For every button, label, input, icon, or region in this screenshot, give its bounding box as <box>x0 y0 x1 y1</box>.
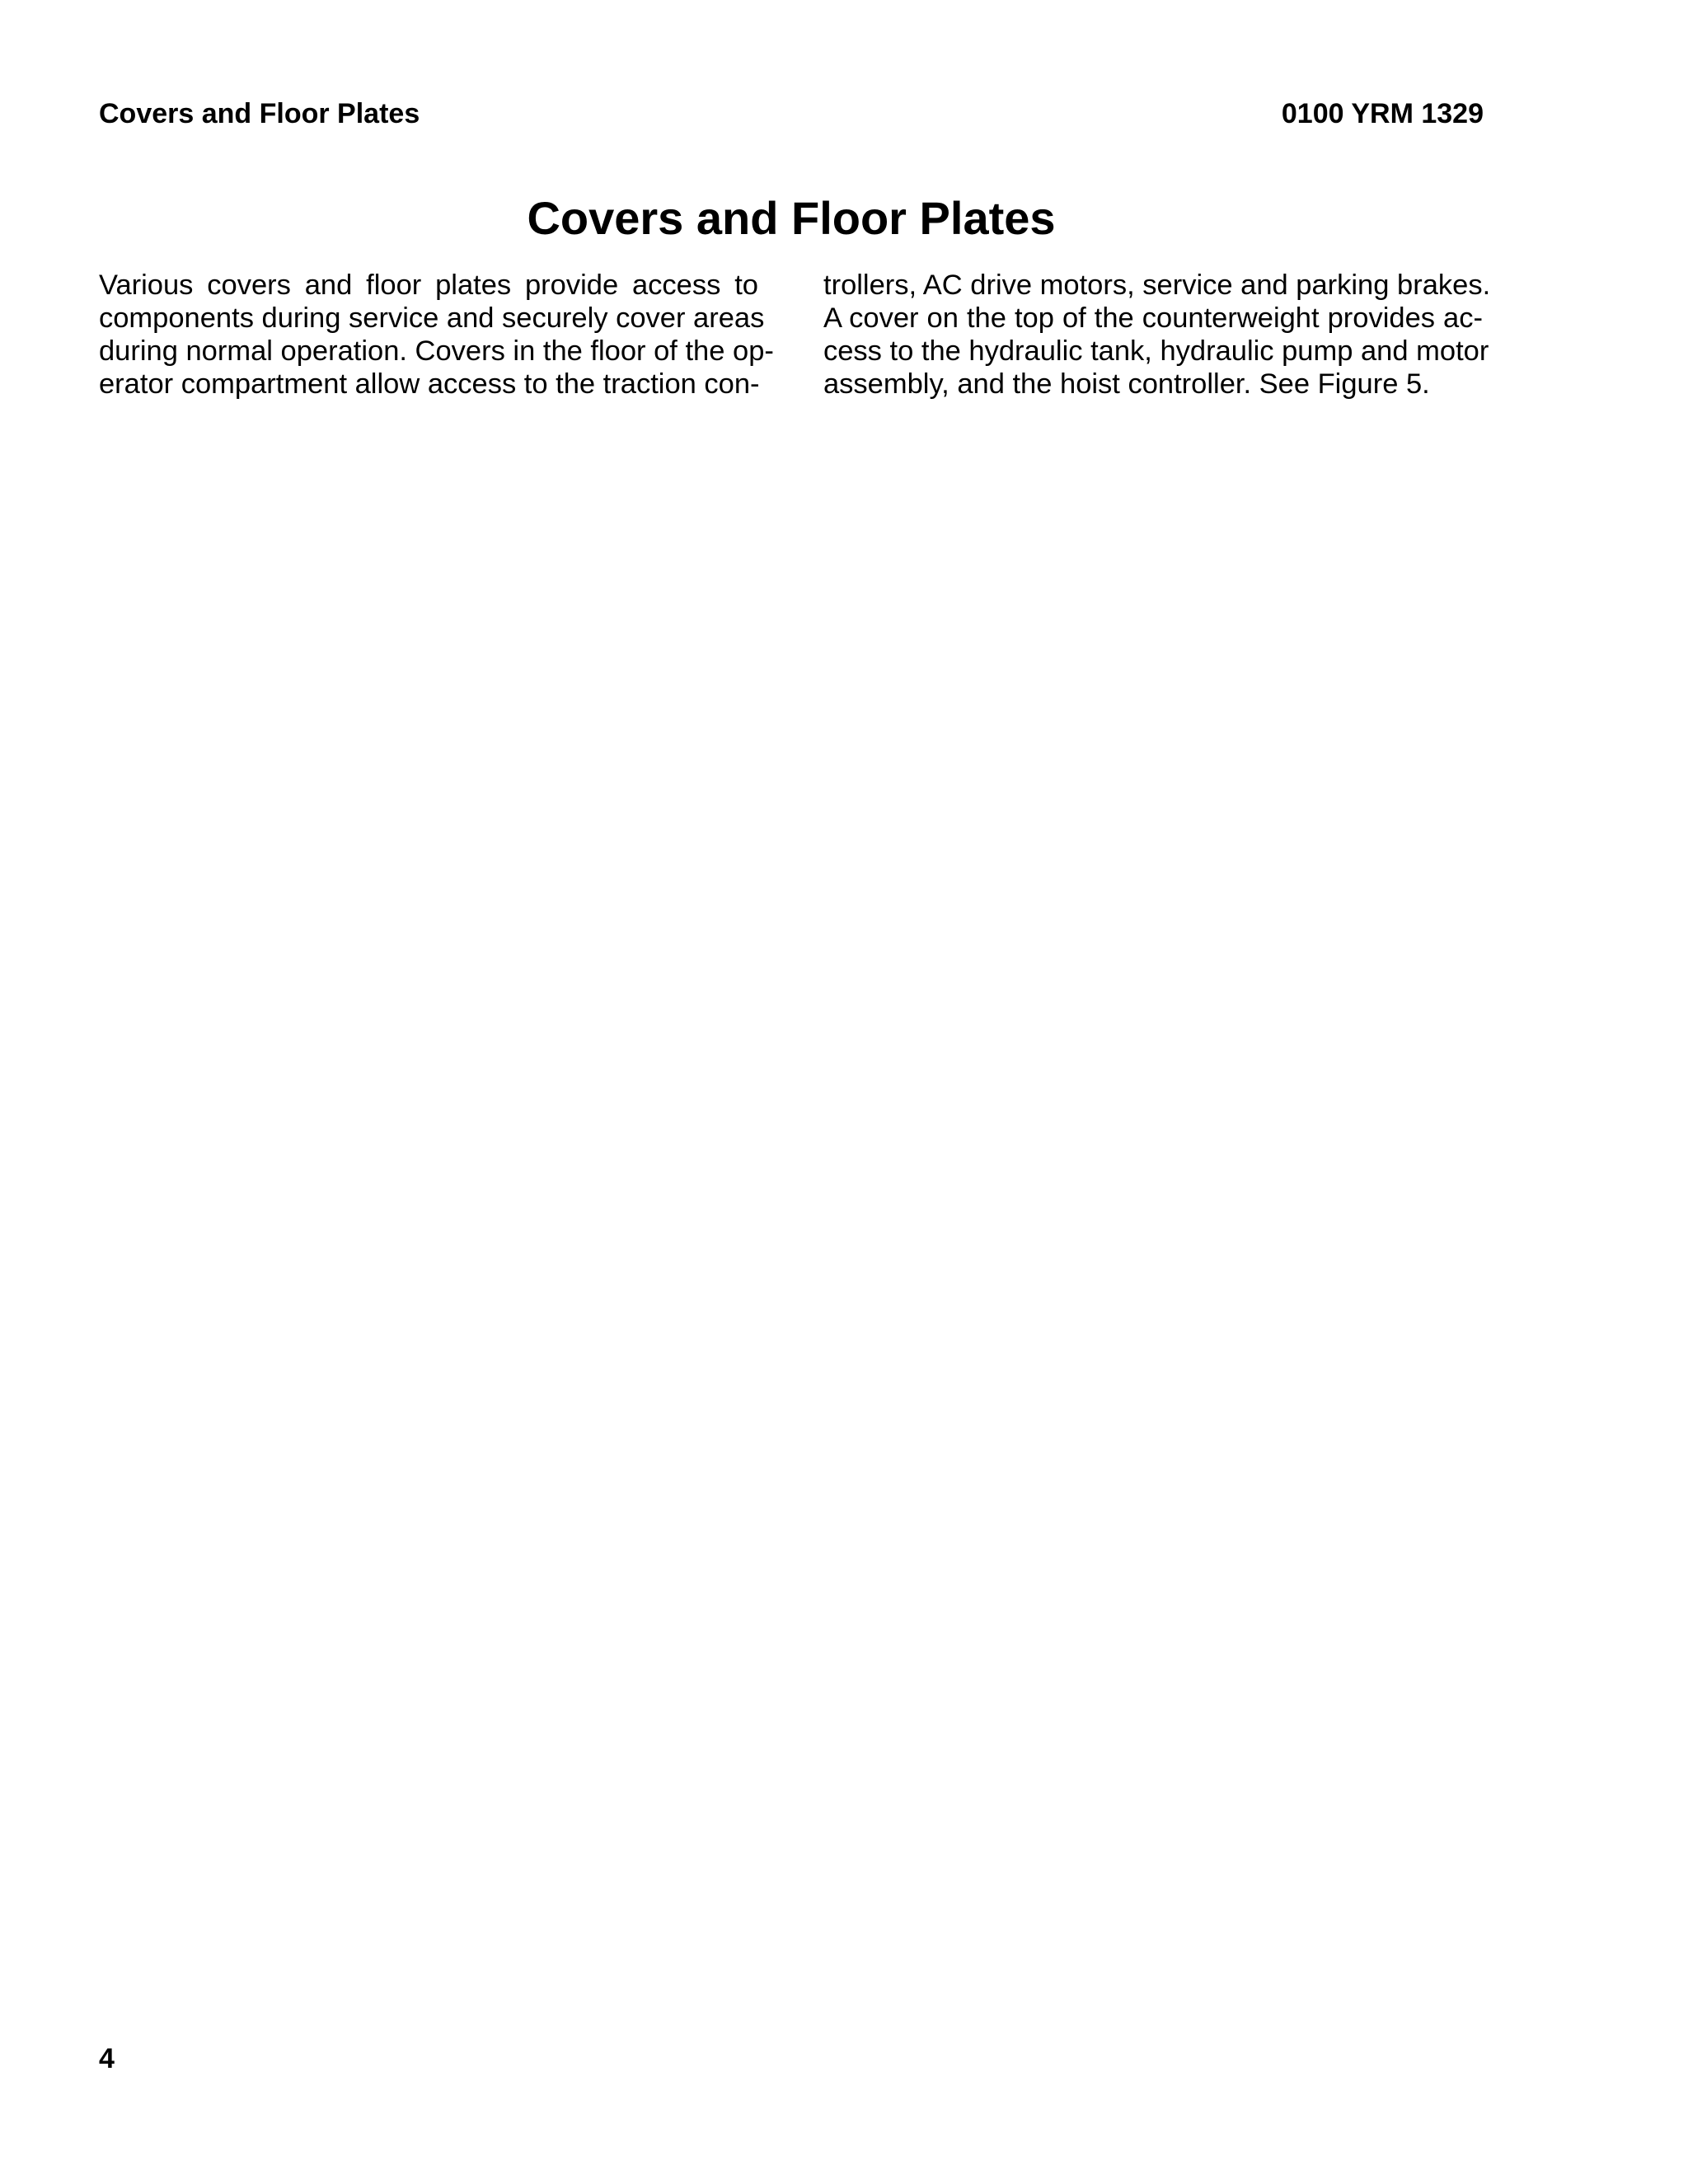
body-line: cess to the hydraulic tank, hydraulic pump and motor <box>823 335 1489 367</box>
body-line: components during service and securely cover areas <box>99 302 765 334</box>
body-line: A cover on the top of the counterweight provides ac- <box>823 302 1483 334</box>
body-line: assembly, and the hoist controller. See Figure 5. <box>823 368 1430 400</box>
body-line: erator compartment allow access to the traction con- <box>99 368 760 400</box>
body-line: trollers, AC drive motors, service and parking brakes. <box>823 269 1491 301</box>
page-title: Covers and Floor Plates <box>527 192 1056 244</box>
page-number: 4 <box>99 2043 115 2074</box>
body-line: Various covers and floor plates provide access to <box>99 269 758 301</box>
body-column-right <box>823 269 1491 401</box>
body-column-left <box>99 269 774 401</box>
running-header-document-code: 0100 YRM 1329 <box>1281 98 1484 129</box>
running-header-section-title: Covers and Floor Plates <box>99 98 420 129</box>
body-line: during normal operation. Covers in the floor of the op- <box>99 335 774 367</box>
